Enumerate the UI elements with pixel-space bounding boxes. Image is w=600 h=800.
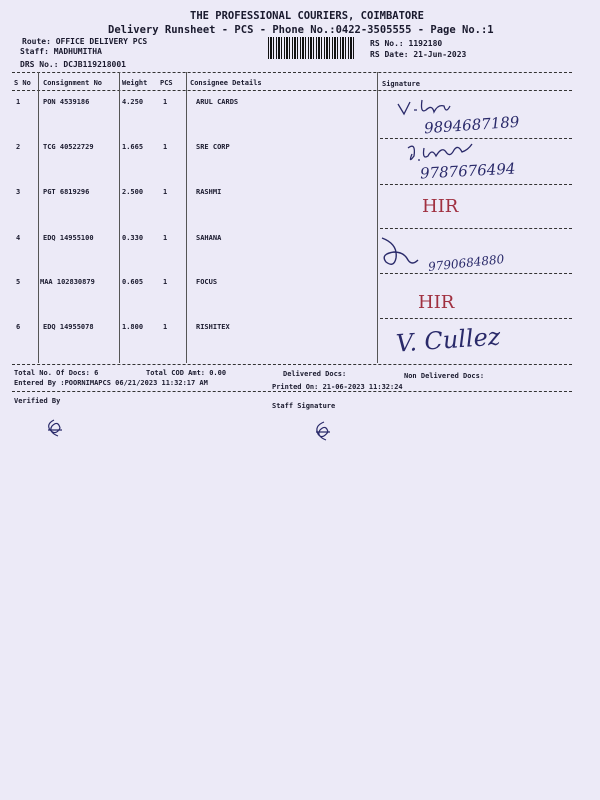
row-pcs: 1	[163, 323, 168, 331]
entered-by: Entered By :POORNIMAPCS 06/21/2023 11:32:17 AM	[14, 379, 208, 387]
barcode	[268, 37, 354, 59]
row-consignment: TCG 40522729	[43, 143, 94, 151]
row5-handwritten-mark: HIR	[418, 292, 455, 313]
signature-row4	[372, 232, 432, 276]
row-consignment: EDQ 14955100	[43, 234, 94, 242]
row-sno: 5	[16, 278, 21, 286]
row-sno: 6	[16, 323, 21, 331]
footer-rule	[12, 391, 572, 392]
row4-handwritten-phone: 9790684880	[427, 252, 505, 274]
column-divider	[186, 72, 187, 363]
column-divider	[38, 72, 39, 363]
company-title: THE PROFESSIONAL COURIERS, COIMBATORE	[190, 10, 424, 22]
column-divider	[377, 72, 378, 363]
staff-signature	[312, 420, 334, 442]
row-consignment: EDQ 14955078	[43, 323, 94, 331]
row-weight: 1.800	[122, 323, 144, 331]
verified-by-label: Verified By	[14, 397, 61, 405]
row1-handwritten-phone: 9894687189	[423, 112, 520, 138]
row-pcs: 1	[163, 98, 168, 106]
row-weight: 4.250	[122, 98, 144, 106]
row-consignee: RASHMI	[196, 188, 222, 196]
row-weight: 0.605	[122, 278, 144, 286]
column-header: Consignment No	[43, 79, 103, 87]
total-cod: Total COD Amt: 0.00	[146, 369, 227, 377]
row-rule	[380, 184, 572, 185]
row-rule	[380, 228, 572, 229]
row-rule	[380, 138, 572, 139]
row-consignee: RISHITEX	[196, 323, 230, 331]
row-consignment: MAA 102830879	[40, 278, 95, 286]
rs-number: RS No.: 1192180	[370, 39, 443, 48]
row-pcs: 1	[163, 143, 168, 151]
row-weight: 2.500	[122, 188, 144, 196]
delivered-docs: Delivered Docs:	[283, 370, 347, 378]
drs-number: DRS No.: DCJB119218001	[20, 60, 126, 69]
column-header: PCS	[160, 79, 173, 87]
column-header: Weight	[122, 79, 148, 87]
row-weight: 0.330	[122, 234, 144, 242]
row2-handwritten-phone: 9787676494	[419, 159, 516, 183]
route-label: Route: OFFICE DELIVERY PCS	[22, 37, 148, 46]
verifier-signature	[44, 418, 66, 440]
row-weight: 1.665	[122, 143, 144, 151]
rs-date: RS Date: 21-Jun-2023	[370, 50, 467, 59]
row3-handwritten-mark: HIR	[422, 196, 459, 217]
column-header: Signature	[382, 80, 420, 88]
row-consignee: FOCUS	[196, 278, 218, 286]
row-consignee: ARUL CARDS	[196, 98, 239, 106]
row-consignment: PON 4539186	[43, 98, 90, 106]
row-sno: 2	[16, 143, 21, 151]
row-consignee: SAHANA	[196, 234, 222, 242]
row-consignment: PGT 6819296	[43, 188, 90, 196]
table-top-rule	[12, 72, 572, 73]
row-pcs: 1	[163, 188, 168, 196]
row-sno: 4	[16, 234, 21, 242]
total-docs: Total No. Of Docs: 6	[14, 369, 99, 377]
row-consignee: SRE CORP	[196, 143, 230, 151]
printed-on: Printed On: 21-06-2023 11:32:24	[272, 383, 403, 391]
table-bottom-rule	[12, 364, 572, 365]
row-rule	[380, 318, 572, 319]
runsheet-title: Delivery Runsheet - PCS - Phone No.:0422-3505555 - Page No.:1	[108, 24, 494, 36]
row-pcs: 1	[163, 278, 168, 286]
table-header-rule	[12, 90, 572, 91]
non-delivered-docs: Non Delivered Docs:	[404, 372, 485, 380]
column-header: Consignee Details	[190, 79, 262, 87]
column-divider	[119, 72, 120, 363]
row6-handwritten-signature: V. Cullez	[395, 322, 502, 358]
staff-label: Staff: MADHUMITHA	[20, 47, 102, 56]
staff-signature-label: Staff Signature	[272, 402, 336, 410]
column-header: S No	[14, 79, 31, 87]
row-sno: 3	[16, 188, 21, 196]
row-pcs: 1	[163, 234, 168, 242]
row-sno: 1	[16, 98, 21, 106]
